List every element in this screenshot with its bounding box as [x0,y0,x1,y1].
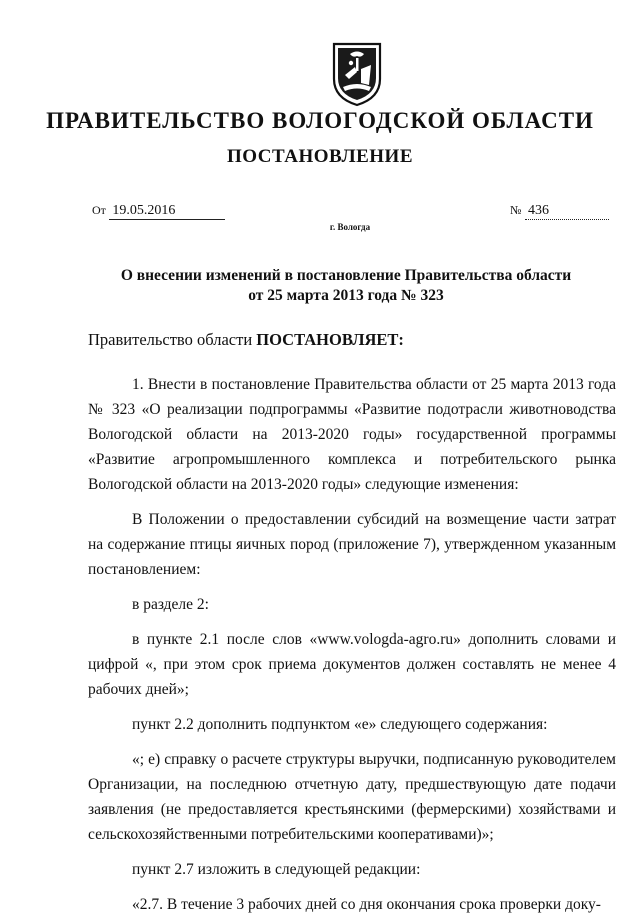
document-body [88,372,616,917]
date-block [92,203,225,220]
decree-prefix: Правительство области [88,330,257,349]
number-value: 436 [525,203,609,220]
document-type-title: ПОСТАНОВЛЕНИЕ [226,146,414,167]
decree-verb: ПОСТАНОВЛЯЕТ: [256,330,404,349]
subject-line-1: О внесении изменений в постановление Правительства области [120,267,572,284]
paragraph: в пункте 2.1 после слов «www.vologda-agro.ru» дополнить словами и цифрой «, при этом срок приема документов должен составлять не менее 4 рабочих дней»; [88,631,616,698]
number-block [510,203,609,220]
city-label: г. Вологда [329,222,371,232]
date-value: 19.05.2016 [109,203,225,220]
number-label: № [510,203,522,217]
paragraph: пункт 2.2 дополнить подпунктом «е» следующего содержания: [132,716,548,733]
decree-line [88,330,404,350]
paragraph: «2.7. В течение 3 рабочих дней со дня окончания срока проверки доку- [132,896,601,913]
paragraph: в разделе 2: [132,596,209,613]
subject-line-2: от 25 марта 2013 года № 323 [248,287,444,304]
document-subject [84,266,608,306]
paragraph: 1. Внести в постановление Правительства области от 25 марта 2013 года № 323 «О реализации подпрограммы «Развитие подотрасли животноводства Вологодской области на 2013-2020 годы» государственной программы «Развитие агропромышленного комплекса и потребительского рынка Вологодской области на 2013-2020 годы» следующие изменения: [88,376,616,493]
paragraph: пункт 2.7 изложить в следующей редакции: [132,861,421,878]
paragraph: «; е) справку о расчете структуры выручки, подписанную руководителем Организации, на последнюю отчетную дату, предшествующую дате подачи заявления (не предоставляется крестьянскими (фермерскими) хозяйствами и сельскохозяйственными потребительскими кооперативами)»; [88,751,616,843]
government-title: ПРАВИТЕЛЬСТВО ВОЛОГОДСКОЙ ОБЛАСТИ [46,108,594,133]
coat-of-arms-emblem [331,41,383,107]
paragraph: В Положении о предоставлении субсидий на возмещение части затрат на содержание птицы яичных пород (приложение 7), утвержденном указанным постановлением: [88,511,616,578]
date-label: От [92,203,106,217]
